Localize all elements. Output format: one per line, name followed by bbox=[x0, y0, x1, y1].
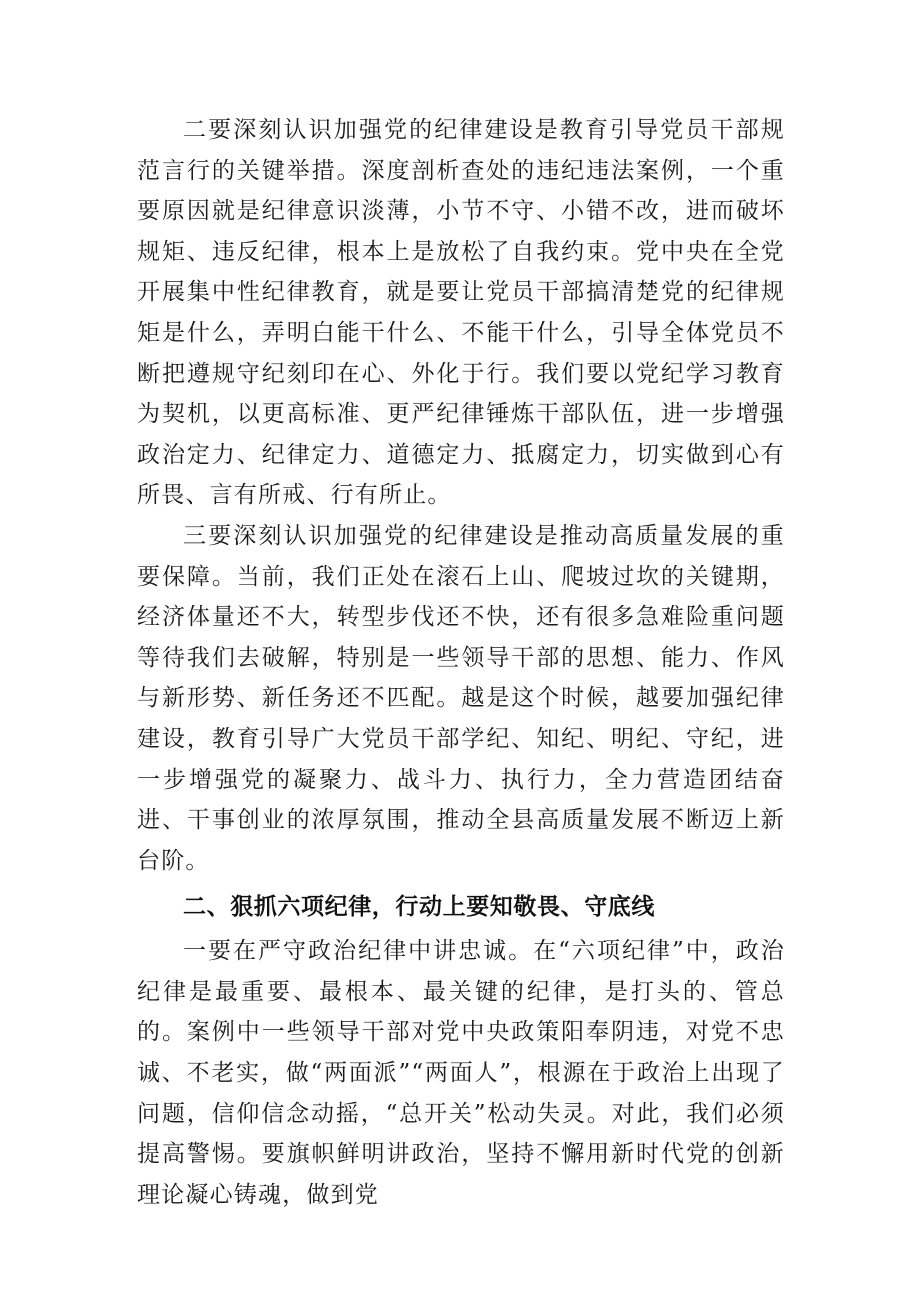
document-body bbox=[137, 110, 785, 1215]
section-heading: 二、狠抓六项纪律，行动上要知敬畏、守底线 bbox=[183, 894, 655, 921]
paragraph-high-quality-development: 三要深刻认识加强党的纪律建设是推动高质量发展的重要保障。当前，我们正处在滚石上山、爬坡过坎的关键期，经济体量还不大，转型步伐还不快，还有很多急难险重问题等待我们去破解，特别是一些领导干部的思想、能力、作风与新形势、新任务还不匹配。越是这个时候，越要加强纪律建设，教育引导广大党员干部学纪、知纪、明纪、守纪，进一步增强党的凝聚力、战斗力、执行力，全力营造团结奋进、干事创业的浓厚氛围，推动全县高质量发展不断迈上新台阶。 bbox=[137, 522, 785, 874]
paragraph-political-discipline: 一要在严守政治纪律中讲忠诚。在“六项纪律”中，政治纪律是最重要、最根本、最关键的纪律，是打头的、管总的。案例中一些领导干部对党中央政策阳奉阴违，对党不忠诚、不老实，做“两面派”“两面人”，根源在于政治上出现了问题，信仰信念动摇，“总开关”松动失灵。对此，我们必须提高警惕。要旗帜鲜明讲政治，坚持不懈用新时代党的创新理论凝心铸魂，做到党 bbox=[137, 938, 785, 1208]
paragraph-discipline-conduct: 二要深刻认识加强党的纪律建设是教育引导党员干部规范言行的关键举措。深度剖析查处的违纪违法案例，一个重要原因就是纪律意识淡薄，小节不守、小错不改，进而破坏规矩、违反纪律，根本上是放松了自我约束。党中央在全党开展集中性纪律教育，就是要让党员干部搞清楚党的纪律规矩是什么，弄明白能干什么、不能干什么，引导全体党员不断把遵规守纪刻印在心、外化于行。我们要以党纪学习教育为契机，以更高标准、更严纪律锤炼干部队伍，进一步增强政治定力、纪律定力、道德定力、抵腐定力，切实做到心有所畏、言有所戒、行有所止。 bbox=[137, 117, 785, 509]
